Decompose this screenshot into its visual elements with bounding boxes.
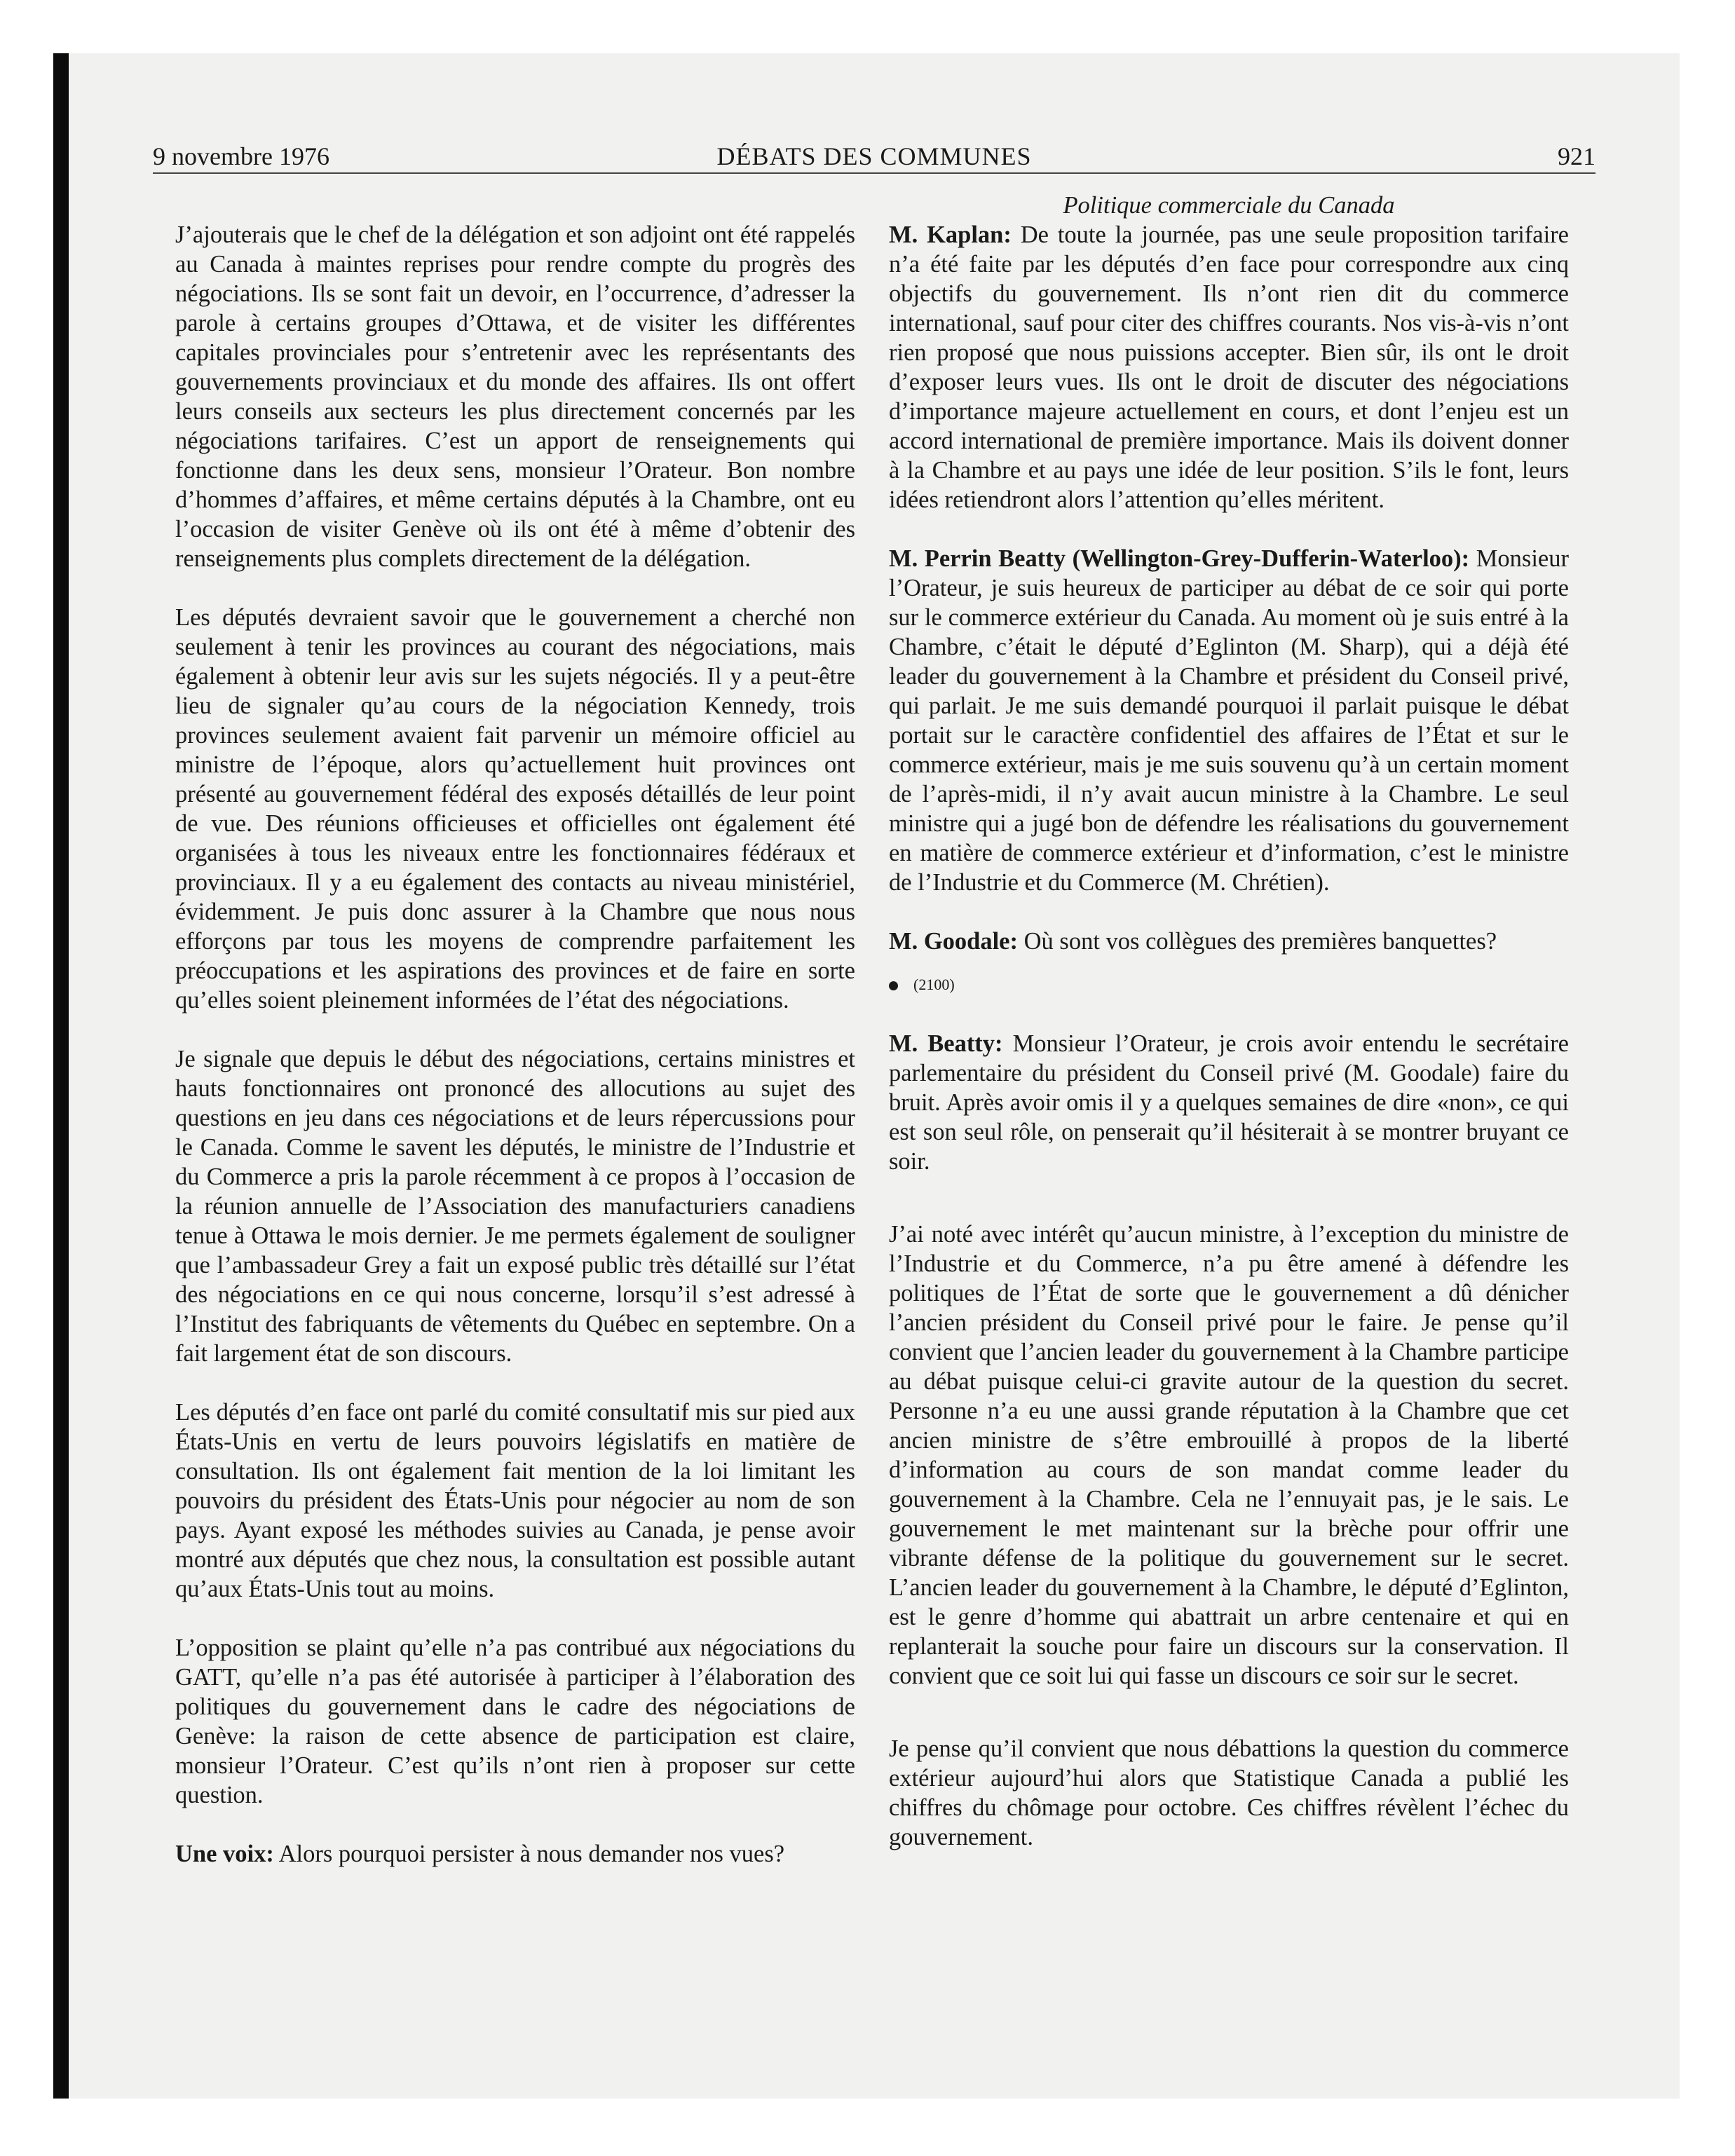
speaker-name: M. Kaplan: (889, 221, 1012, 248)
header-title: DÉBATS DES COMMUNES (716, 142, 1032, 170)
paragraph: Je signale que depuis le début des négociations, certains ministres et hauts fonctionnaires ont prononcé des allocutions au sujet des questions en jeu dans ces négociations et de leurs répercussions pour le Canada. Comme le savent les députés, le ministre de l’Industrie et du Commerce a pris la parole récemment à ce propos à l’occasion de la réunion annuelle de l’Association des manufacturiers canadiens tenue à Ottawa le mois dernier. Je me permets également de souligner que l’ambassadeur Grey a fait un exposé public très détaillé sur l’état des négociations en ce qui nous concerne, lorsqu’il s’est adressé à l’Institut des fabriquants de vêtements du Québec en septembre. On a fait largement état de son discours. (175, 1046, 855, 1367)
paragraph (175, 1839, 855, 1869)
speech-text: De toute la journée, pas une seule proposition tarifaire n’a été faite par les députés d’en face pour correspondre aux cinq objectifs du gouvernement. Ils n’ont rien dit du commerce international, sauf pour citer des chiffres courants. Nos vis-à-vis n’ont rien proposé que nous puissions accepter. Bien sûr, ils ont le droit d’exposer leurs vues. Ils ont le droit de discuter des négociations d’importance majeure actuellement en cours, et dont l’enjeu est un accord international de première importance. Mais ils doivent donner à la Chambre et au pays une idée de leur position. S’ils le font, leurs idées retiendront alors l’attention qu’elles méritent. (889, 221, 1569, 513)
header-date: 9 novembre 1976 (153, 142, 329, 170)
section-title: Politique commerciale du Canada (1063, 192, 1395, 219)
right-column (889, 191, 1569, 1852)
paragraph: J’ai noté avec intérêt qu’aucun ministre, à l’exception du ministre de l’Industrie et du Commerce, n’a pu être amené à défendre les politiques de l’État de sorte que le gouvernement a dû dénicher l’ancien président du Conseil privé pour le faire. Je pense qu’il convient que l’ancien leader du gouvernement à la Chambre participe au débat puisque celui-ci gravite autour de la question du secret. Personne n’a eu une aussi grande réputation à la Chambre que cet ancien ministre de s’être embrouillé à propos de la liberté d’information au cours de son mandat comme leader du gouvernement à la Chambre. Cela ne l’ennuyait pas, je le sais. Le gouvernement le met maintenant sur la brèche pour offrir une vibrante défense de la politique du gouvernement sur le secret. L’ancien leader du gouvernement à la Chambre, le député d’Eglinton, est le genre d’homme qui abattrait un arbre centenaire et qui en replanterait la souche pour faire un discours sur la conservation. Il convient que ce soit lui qui fasse un discours ce soir sur le secret. (889, 1221, 1569, 1689)
speech-text: Alors pourquoi persister à nous demander nos vues? (273, 1841, 785, 1867)
timestamp-marker (889, 970, 1569, 999)
paragraph: J’ajouterais que le chef de la délégation et son adjoint ont été rappelés au Canada à maintes reprises pour rendre compte du progrès des négociations. Ils se sont fait un devoir, en l’occurrence, d’adresser la parole à certains groupes d’Ottawa, et de visiter les différentes capitales provinciales pour s’entretenir avec les représentants des gouvernements provinciaux et du monde des affaires. Ils ont offert leurs conseils aux secteurs les plus directement concernés par les négociations tarifaires. C’est un apport de renseignements qui fonctionne dans les deux sens, monsieur l’Orateur. Bon nombre d’hommes d’affaires, et même certains députés à la Chambre, ont eu l’occasion de visiter Genève où ils ont été à même d’obtenir des renseignements plus complets directement de la délégation. (175, 221, 855, 572)
speech-text: Monsieur l’Orateur, je suis heureux de participer au débat de ce soir qui porte sur le commerce extérieur du Canada. Au moment où je suis entré à la Chambre, c’était le député d’Eglinton (M. Sharp), qui a déjà été leader du gouvernement à la Chambre et président du Conseil privé, qui parlait. Je me suis demandé pourquoi il parlait puisque le débat portait sur le caractère confidentiel des affaires de l’État et sur le commerce extérieur, mais je me suis souvenu qu’à un certain moment de l’après-midi, il n’y avait aucun ministre à la Chambre. Le seul ministre qui a jugé bon de défendre les réalisations du gouvernement en matière de commerce extérieur et d’information, c’est le ministre de l’Industrie et du Commerce (M. Chrétien). (889, 545, 1569, 896)
speaker-name: M. Beatty: (889, 1030, 1003, 1057)
speaker-name: M. Perrin Beatty (Wellington-Grey-Dufferin-Waterloo): (889, 545, 1470, 572)
paragraph (889, 544, 1569, 897)
speaker-name: M. Goodale: (889, 928, 1018, 955)
header-page-number: 921 (1558, 142, 1595, 170)
paragraph (889, 927, 1569, 956)
paragraph (889, 220, 1569, 514)
header-rule (153, 172, 1595, 174)
speech-text: Où sont vos collègues des premières banquettes? (1017, 928, 1497, 955)
paragraph: L’opposition se plaint qu’elle n’a pas contribué aux négociations du GATT, qu’elle n’a pas été autorisée à participer à l’élaboration des politiques du gouvernement dans le cadre des négociations de Genève: la raison de cette absence de participation est claire, monsieur l’Orateur. C’est qu’ils n’ont rien à proposer sur cette question. (175, 1635, 855, 1808)
paragraph: Les députés devraient savoir que le gouvernement a cherché non seulement à tenir les provinces au courant des négociations, mais également à obtenir leur avis sur les sujets négociés. Il y a peut-être lieu de signaler qu’au cours de la négociation Kennedy, trois provinces seulement avaient fait parvenir un mémoire officiel au ministre de l’époque, alors qu’actuellement huit provinces ont présenté au gouvernement fédéral des exposés détaillés de leur point de vue. Des réunions officieuses et officielles ont également été organisées à tous les niveaux entre les fonctionnaires fédéraux et provinciaux. Il y a eu également des contacts au niveau ministériel, évidemment. Je puis donc assurer à la Chambre que nous nous efforçons par tous les moyens de comprendre parfaitement les préoccupations et les aspirations des provinces et de faire en sorte qu’elles soient pleinement informées de l’état des négociations. (175, 604, 855, 1014)
speaker-name: Une voix: (175, 1841, 274, 1867)
scan-edge-shadow (53, 53, 69, 2099)
timestamp-text: (2100) (913, 976, 955, 993)
paragraph (889, 1029, 1569, 1176)
paragraph: Je pense qu’il convient que nous débattions la question du commerce extérieur aujourd’hui alors que Statistique Canada a publié les chiffres du chômage pour octobre. Ces chiffres révèlent l’échec du gouvernement. (889, 1735, 1569, 1850)
left-column (175, 191, 855, 1869)
page-header (153, 139, 1595, 174)
bullet-dot-icon (889, 981, 898, 990)
paragraph: Les députés d’en face ont parlé du comité consultatif mis sur pied aux États-Unis en vertu de leurs pouvoirs législatifs en matière de consultation. Ils ont également fait mention de la loi limitant les pouvoirs du président des États-Unis pour négocier au nom de son pays. Ayant exposé les méthodes suivies au Canada, je pense avoir montré aux députés que chez nous, la consultation est possible autant qu’aux États-Unis tout au moins. (175, 1399, 855, 1602)
speech-text: Monsieur l’Orateur, je crois avoir entendu le secrétaire parlementaire du président du Conseil privé (M. Goodale) faire du bruit. Après avoir omis il y a quelques semaines de dire «non», ce qui est son seul rôle, on penserait qu’il hésiterait à se montrer bruyant ce soir. (889, 1030, 1569, 1175)
